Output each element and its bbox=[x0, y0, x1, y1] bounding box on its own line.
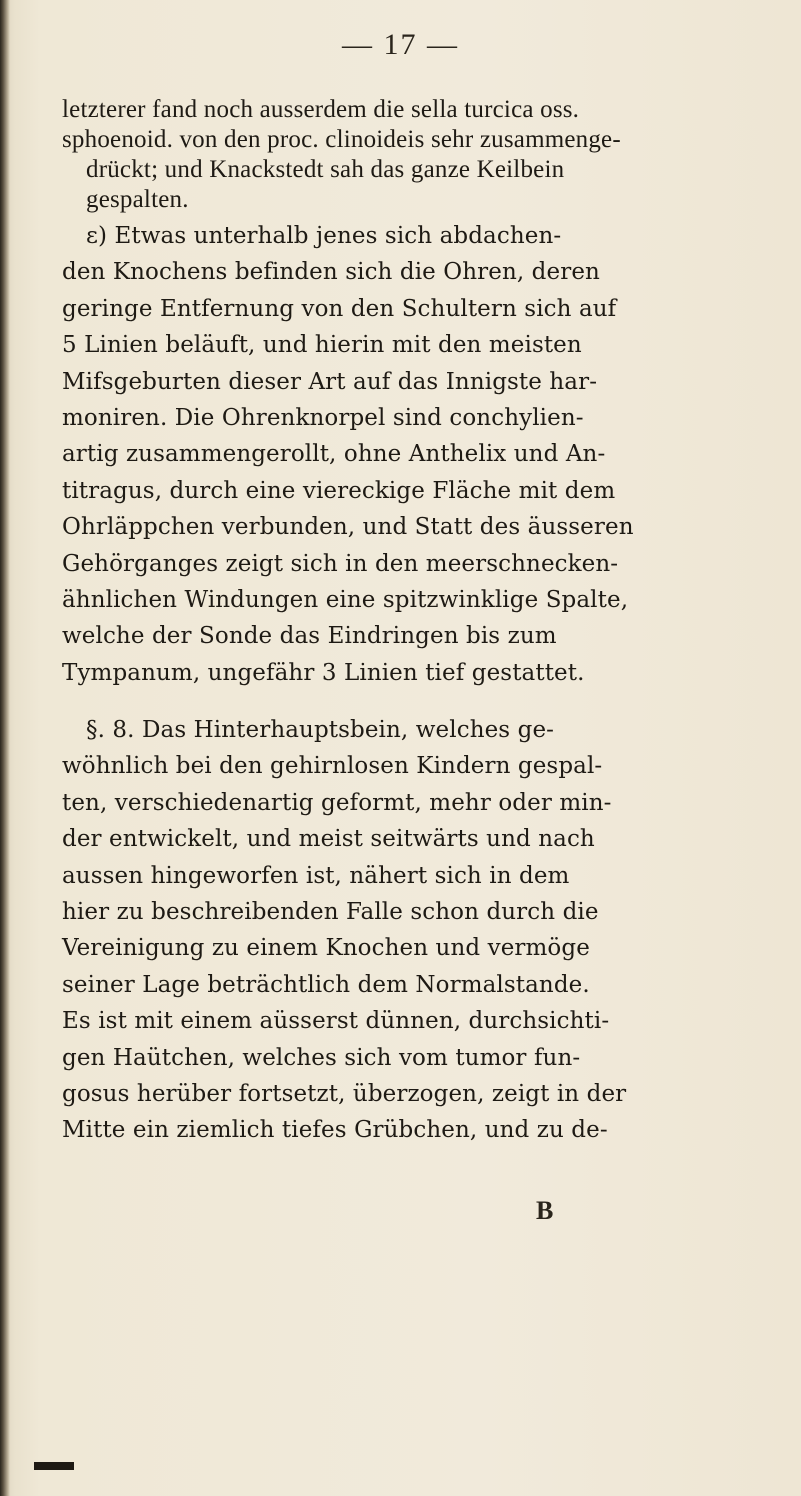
text-line: aussen hingeworfen ist, nähert sich in dem bbox=[62, 862, 570, 889]
text-line: drückt; und Knackstedt sah das ganze Keilbein bbox=[86, 156, 565, 183]
text-line: Mifsgeburten dieser Art auf das Innigste har- bbox=[62, 368, 598, 395]
text-line: Gehörganges zeigt sich in den meerschnecken- bbox=[62, 550, 619, 577]
text-line: Ohrläppchen verbunden, und Statt des äusseren bbox=[62, 514, 634, 541]
text-line: gosus herüber fortsetzt, überzogen, zeigt in der bbox=[62, 1081, 627, 1108]
paragraph-occipital bbox=[62, 712, 752, 1149]
text-line: seiner Lage beträchtlich dem Normalstande. bbox=[62, 971, 590, 998]
text-line: sphoenoid. von den proc. clinoideis sehr zusammenge- bbox=[62, 126, 621, 153]
paragraph-ears bbox=[62, 218, 752, 691]
paragraph-continuation bbox=[62, 95, 752, 215]
text-line: der entwickelt, und meist seitwärts und nach bbox=[62, 826, 595, 853]
page-gutter bbox=[0, 0, 10, 1496]
ink-smudge bbox=[34, 1462, 74, 1470]
text-line: wöhnlich bei den gehirnlosen Kindern gespal- bbox=[62, 753, 603, 780]
text-line: welche der Sonde das Eindringen bis zum bbox=[62, 623, 557, 650]
text-line: Es ist mit einem aüsserst dünnen, durchsichti- bbox=[62, 1008, 610, 1035]
text-line: letzterer fand noch ausserdem die sella turcica oss. bbox=[62, 96, 580, 123]
text-line: gespalten. bbox=[86, 186, 189, 213]
text-line: artig zusammengerollt, ohne Anthelix und An- bbox=[62, 441, 606, 468]
text-line: ten, verschiedenartig geformt, mehr oder min- bbox=[62, 789, 612, 816]
text-line: hier zu beschreibenden Falle schon durch die bbox=[62, 899, 599, 926]
text-line: ähnlichen Windungen eine spitzwinklige Spalte, bbox=[62, 587, 629, 614]
text-line: Mitte ein ziemlich tiefes Grübchen, und zu de- bbox=[62, 1117, 608, 1144]
text-line: §. 8. Das Hinterhauptsbein, welches ge- bbox=[86, 717, 555, 743]
text-line: titragus, durch eine viereckige Fläche mit dem bbox=[62, 477, 616, 504]
text-line: moniren. Die Ohrenknorpel sind conchylien- bbox=[62, 405, 584, 432]
text-line: Vereinigung zu einem Knochen und vermöge bbox=[62, 935, 590, 962]
text-line: ε) Etwas unterhalb jenes sich abdachen- bbox=[86, 223, 562, 249]
text-line: geringe Entfernung von den Schultern sich auf bbox=[62, 295, 617, 322]
text-line: den Knochens befinden sich die Ohren, deren bbox=[62, 259, 600, 286]
text-line: gen Haütchen, welches sich vom tumor fun- bbox=[62, 1044, 581, 1071]
text-line: Tympanum, ungefähr 3 Linien tief gestattet. bbox=[62, 659, 585, 686]
signature-mark: B bbox=[536, 1196, 554, 1225]
page-number: — 17 — bbox=[342, 28, 459, 61]
text-line: 5 Linien beläuft, und hierin mit den meisten bbox=[62, 332, 582, 359]
